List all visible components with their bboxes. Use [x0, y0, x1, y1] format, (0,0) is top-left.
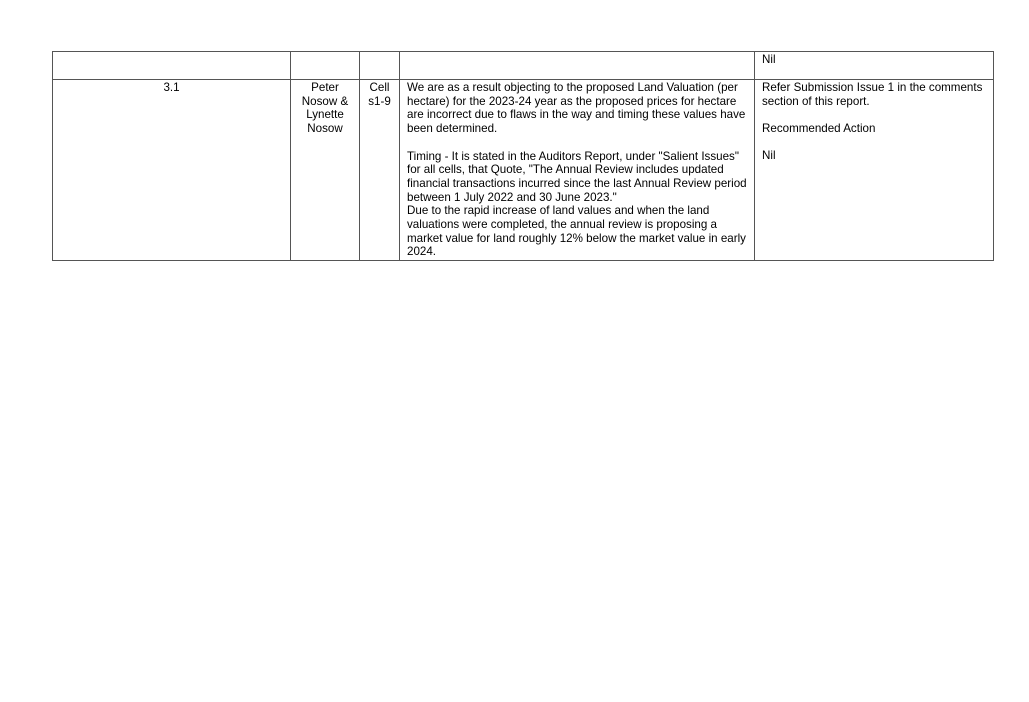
table-row: [53, 80, 994, 261]
submission-text-cell: [400, 80, 755, 261]
submission-number-cell: [53, 52, 291, 80]
response-cell: [755, 52, 994, 80]
paragraph-spacer: [762, 108, 986, 122]
submission-paragraph: Timing - It is stated in the Auditors Report, under "Salient Issues" for all cells, that Quote, "The Annual Review includes updated financial transactions incurred since the last Annual Review period between 1 July 2022 and 30 June 2023.": [407, 149, 747, 204]
submission-text-cell: [400, 52, 755, 80]
submission-number-cell: 3.1: [53, 80, 291, 261]
submission-paragraph: Due to the rapid increase of land values and when the land valuations were completed, the annual review is proposing a market value for land roughly 12% below the market value in early 2024.: [407, 204, 746, 259]
cell-reference-cell: Cell s1-9: [360, 80, 400, 261]
submission-paragraph: We are as a result objecting to the proposed Land Valuation (per hectare) for the 2023-24 year as the proposed prices for hectare are incorrect due to flaws in the way and timing these values have been determined.: [407, 81, 746, 136]
submissions-table: [52, 51, 994, 261]
response-text: Refer Submission Issue 1 in the comments section of this report.: [762, 81, 983, 108]
response-cell: [755, 80, 994, 261]
response-heading: Recommended Action: [762, 122, 876, 136]
submitter-cell: [291, 52, 360, 80]
cell-reference-cell: [360, 52, 400, 80]
table-row: [53, 52, 994, 80]
response-text: Nil: [762, 149, 776, 163]
response-text: Nil: [762, 53, 776, 66]
paragraph-spacer: [762, 136, 986, 150]
submitter-cell: Peter Nosow & Lynette Nosow: [291, 80, 360, 261]
paragraph-spacer: [407, 136, 747, 150]
